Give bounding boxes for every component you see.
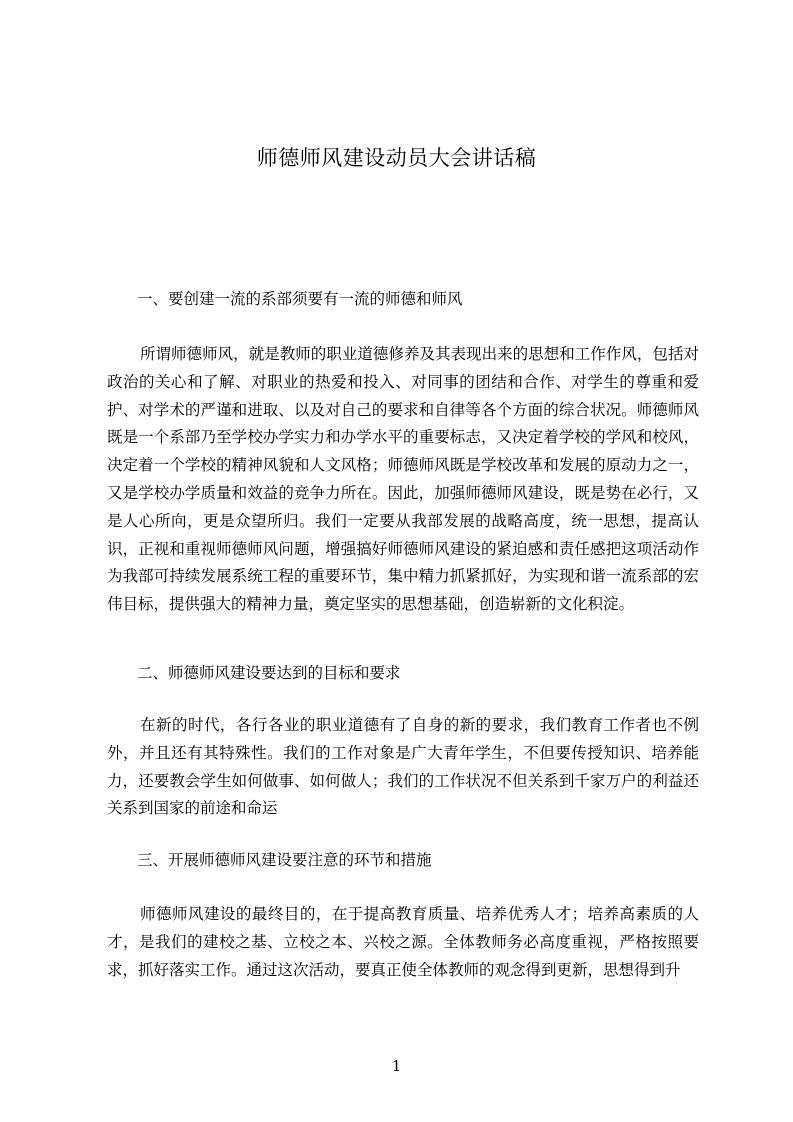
page-number: 1	[391, 1057, 402, 1075]
section-heading-3: 三、开展师德师风建设要注意的环节和措施	[137, 851, 432, 869]
section-paragraph-1: 所谓师德师风，就是教师的职业道德修养及其表现出来的思想和工作作风，包括对政治的关心和了解、对职业的热爱和投入、对同事的团结和合作、对学生的尊重和爱护、对学术的严谨和进取、以及对自己的要求和自律等各个方面的综合状况。师德师风既是一个系部乃至学校办学实力和办学水平的重要标志，又决定着学校的学风和校风，决定着一个学校的精神风貌和人文风格；师德师风既是学校改革和发展的原动力之一，又是学校办学质量和效益的竞争力所在。因此，加强师德师风建设，既是势在必行，又是人心所向，更是众望所归。我们一定要从我部发展的战略高度，统一思想，提高认识，正视和重视师德师风问题，增强搞好师德师风建设的紧迫感和责任感把这项活动作为我部可持续发展系统工程的重要环节，集中精力抓紧抓好，为实现和谐一流系部的宏伟目标，提供强大的精神力量，奠定坚实的思想基础，创造崭新的文化积淀。	[107, 345, 699, 614]
section-paragraph-3: 师德师风建设的最终目的，在于提高教育质量、培养优秀人才；培养高素质的人才，是我们的建校之基、立校之本、兴校之源。全体教师务必高度重视，严格按照要求，抓好落实工作。通过这次活动，要真正使全体教师的观念得到更新，思想得到升	[107, 905, 699, 979]
page-title: 师德师风建设动员大会讲话稿	[256, 146, 537, 170]
section-paragraph-2: 在新的时代，各行各业的职业道德有了自身的新的要求，我们教育工作者也不例外，并且还有其特殊性。我们的工作对象是广大青年学生，不但要传授知识、培养能力，还要教会学生如何做事、如何做人；我们的工作状况不但关系到千家万户的利益还关系到国家的前途和命运	[107, 716, 699, 818]
section-heading-1: 一、要创建一流的系部须要有一流的师德和师风	[137, 290, 463, 308]
section-heading-2: 二、师德师风建设要达到的目标和要求	[137, 664, 401, 682]
